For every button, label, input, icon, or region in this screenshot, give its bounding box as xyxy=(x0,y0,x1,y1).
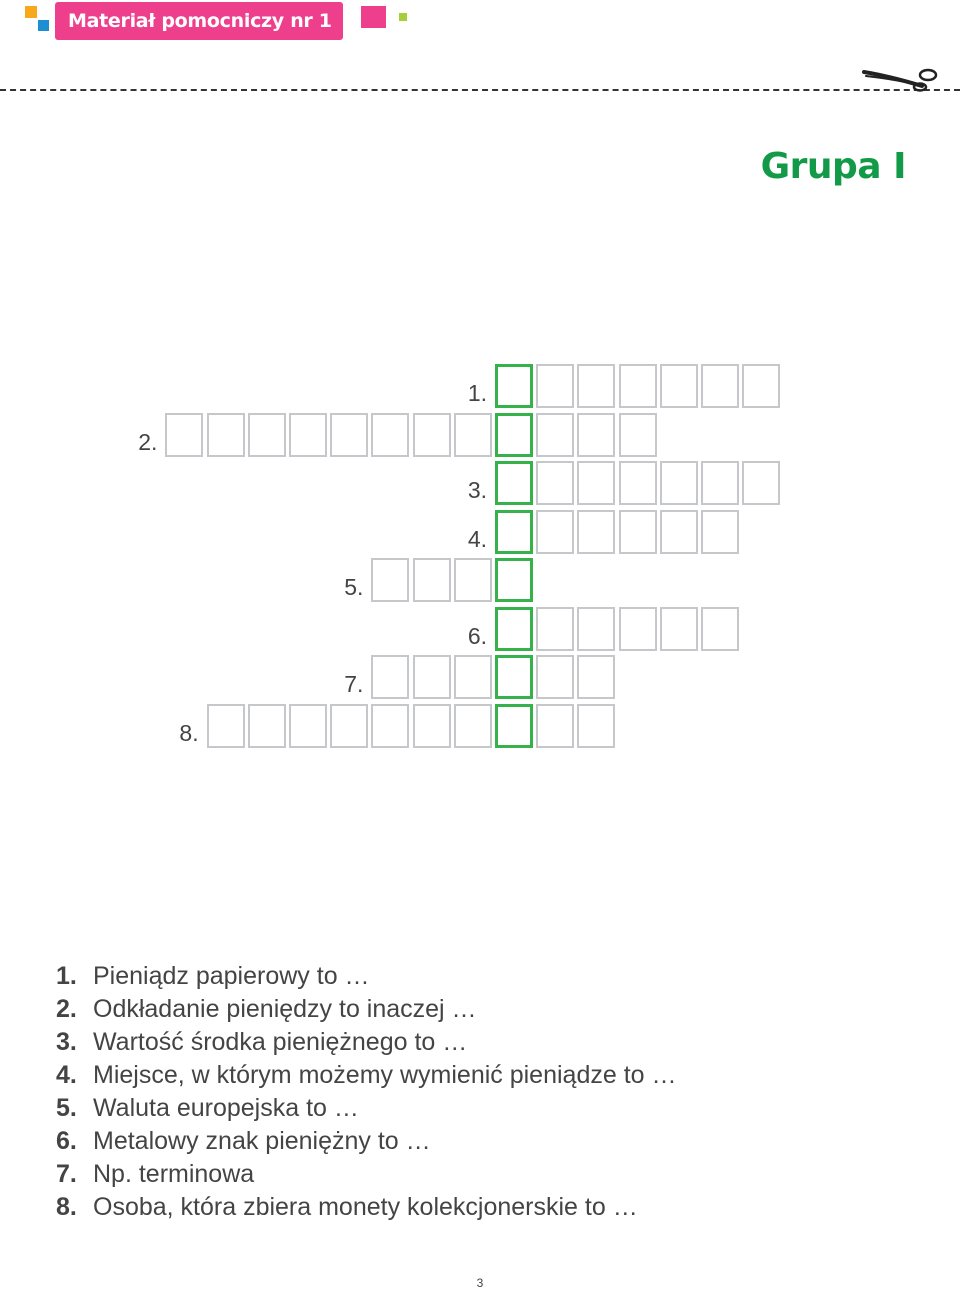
row-number: 3. xyxy=(467,477,487,503)
crossword-cell[interactable] xyxy=(454,655,492,699)
crossword-key-cell[interactable] xyxy=(495,364,533,408)
crossword-cell[interactable] xyxy=(413,558,451,602)
clue-text: Odkładanie pieniędzy to inaczej … xyxy=(93,995,477,1023)
crossword-cell[interactable] xyxy=(742,364,780,408)
row-number: 8. xyxy=(179,720,199,746)
crossword-cell[interactable] xyxy=(701,510,739,554)
clue-number: 3. xyxy=(56,1028,77,1056)
crossword-cell[interactable] xyxy=(248,704,286,748)
page-number: 3 xyxy=(476,1276,484,1290)
crossword-cell[interactable] xyxy=(619,607,657,651)
crossword-cell[interactable] xyxy=(701,364,739,408)
row-number: 6. xyxy=(467,623,487,649)
clue-item xyxy=(56,1026,677,1059)
deco-square-green xyxy=(399,13,407,21)
crossword-key-cell[interactable] xyxy=(495,607,533,651)
crossword-cell[interactable] xyxy=(413,704,451,748)
clue-item xyxy=(56,1158,677,1191)
deco-square-orange xyxy=(25,6,37,18)
crossword-cell[interactable] xyxy=(248,413,286,457)
crossword-cell[interactable] xyxy=(454,558,492,602)
clue-item xyxy=(56,1191,677,1224)
clue-number: 7. xyxy=(56,1160,77,1188)
clue-text: Wartość środka pieniężnego to … xyxy=(93,1028,468,1056)
row-number: 2. xyxy=(138,429,158,455)
crossword-key-cell[interactable] xyxy=(495,510,533,554)
deco-square-pink xyxy=(361,6,386,28)
row-number: 4. xyxy=(467,526,487,552)
clue-number: 2. xyxy=(56,995,77,1023)
crossword-cell[interactable] xyxy=(536,510,574,554)
crossword-cell[interactable] xyxy=(207,413,245,457)
crossword-cell[interactable] xyxy=(371,558,409,602)
crossword-cell[interactable] xyxy=(371,655,409,699)
crossword-cell[interactable] xyxy=(330,704,368,748)
header-label: Materiał pomocniczy nr 1 xyxy=(55,2,343,40)
crossword-cell[interactable] xyxy=(742,461,780,505)
crossword-cell[interactable] xyxy=(536,413,574,457)
clue-number: 8. xyxy=(56,1193,77,1221)
clue-text: Pieniądz papierowy to … xyxy=(93,962,370,990)
crossword-cell[interactable] xyxy=(701,607,739,651)
crossword-cell[interactable] xyxy=(454,413,492,457)
crossword-cell[interactable] xyxy=(701,461,739,505)
crossword-cell[interactable] xyxy=(660,461,698,505)
crossword-cell[interactable] xyxy=(536,704,574,748)
crossword-key-cell[interactable] xyxy=(495,558,533,602)
clue-list xyxy=(56,960,677,1224)
clue-number: 6. xyxy=(56,1127,77,1155)
clue-text: Miejsce, w którym możemy wymienić pieniądze to … xyxy=(93,1061,677,1089)
clue-number: 1. xyxy=(56,962,77,990)
crossword-key-cell[interactable] xyxy=(495,413,533,457)
crossword-cell[interactable] xyxy=(289,704,327,748)
clue-text: Np. terminowa xyxy=(93,1160,255,1188)
crossword-cell[interactable] xyxy=(207,704,245,748)
row-number: 5. xyxy=(344,574,364,600)
clue-number: 5. xyxy=(56,1094,77,1122)
crossword-cell[interactable] xyxy=(577,607,615,651)
clue-item xyxy=(56,993,677,1026)
crossword-cell[interactable] xyxy=(660,364,698,408)
crossword-cell[interactable] xyxy=(289,413,327,457)
crossword-cell[interactable] xyxy=(165,413,203,457)
crossword-key-cell[interactable] xyxy=(495,461,533,505)
crossword-cell[interactable] xyxy=(660,607,698,651)
clue-text: Waluta europejska to … xyxy=(93,1094,359,1122)
crossword-cell[interactable] xyxy=(577,413,615,457)
cut-line xyxy=(0,89,960,91)
crossword-cell[interactable] xyxy=(536,364,574,408)
group-title: Grupa I xyxy=(760,146,906,187)
deco-square-blue xyxy=(38,20,49,31)
crossword-cell[interactable] xyxy=(619,461,657,505)
crossword-cell[interactable] xyxy=(577,364,615,408)
crossword-cell[interactable] xyxy=(536,607,574,651)
crossword-cell[interactable] xyxy=(619,413,657,457)
crossword-cell[interactable] xyxy=(619,364,657,408)
clue-number: 4. xyxy=(56,1061,77,1089)
crossword-cell[interactable] xyxy=(413,655,451,699)
crossword-cell[interactable] xyxy=(577,655,615,699)
crossword-cell[interactable] xyxy=(536,655,574,699)
crossword-cell[interactable] xyxy=(371,704,409,748)
clue-item xyxy=(56,1092,677,1125)
crossword-cell[interactable] xyxy=(536,461,574,505)
clue-text: Metalowy znak pieniężny to … xyxy=(93,1127,431,1155)
crossword-cell[interactable] xyxy=(660,510,698,554)
crossword-cell[interactable] xyxy=(577,461,615,505)
crossword-cell[interactable] xyxy=(371,413,409,457)
crossword-cell[interactable] xyxy=(619,510,657,554)
row-number: 7. xyxy=(344,671,364,697)
crossword-cell[interactable] xyxy=(454,704,492,748)
clue-text: Osoba, która zbiera monety kolekcjonerskie to … xyxy=(93,1193,638,1221)
clue-item xyxy=(56,960,677,993)
crossword-cell[interactable] xyxy=(577,510,615,554)
clue-item xyxy=(56,1125,677,1158)
scissors-icon xyxy=(862,66,940,92)
clue-item xyxy=(56,1059,677,1092)
crossword-cell[interactable] xyxy=(330,413,368,457)
crossword-cell[interactable] xyxy=(577,704,615,748)
row-number: 1. xyxy=(467,380,487,406)
crossword-key-cell[interactable] xyxy=(495,655,533,699)
crossword-key-cell[interactable] xyxy=(495,704,533,748)
crossword-cell[interactable] xyxy=(413,413,451,457)
